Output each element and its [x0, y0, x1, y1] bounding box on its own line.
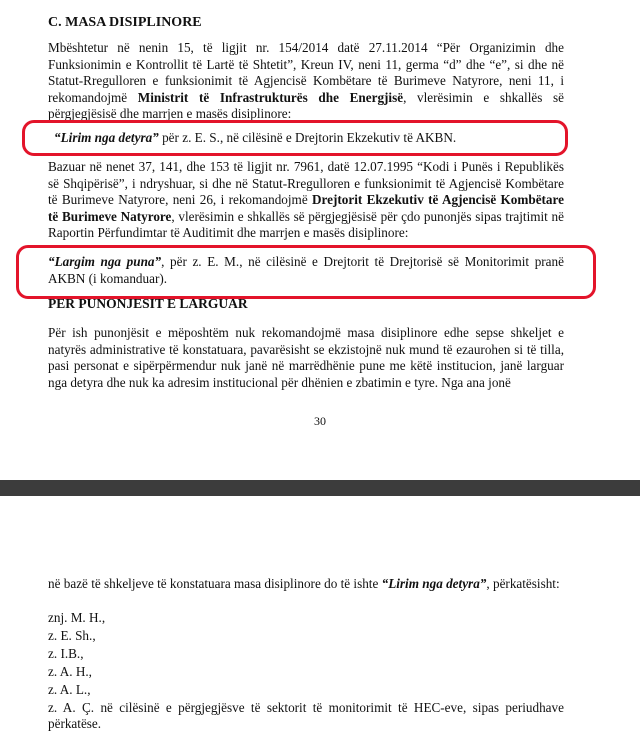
paragraph-former-employees: Për ish punonjësit e mëposhtëm nuk rekomandojmë masa disiplinore edhe sepse shkeljet e natyrës administrative të konstatuara, pavarësisht se ekzistojnë nuk mund të ezaurohen si të tilla, pasi personat e sipërpërmendur nuk janë në marrëdhënie pune me këtë institucion, janë larguar nga detyra dhe nuk ka adresim institucional për dhënien e zbatimin e tyre. Nga ana jonë	[48, 325, 564, 390]
list-item: z. I.B.,	[48, 646, 84, 661]
paragraph-lead	[48, 576, 564, 593]
para1-bold: Ministrit të Infrastrukturës dhe Energjisë	[137, 89, 404, 105]
rec2-measure: “Largim nga puna”	[48, 253, 162, 269]
recommendation-1	[48, 129, 564, 147]
para2-bold: Drejtorit Ekzekutiv të Agjencisë Kombëtare të Burimeve Natyrore	[48, 192, 564, 224]
lead-text-a: në bazë të shkeljeve të konstatuara masa disiplinore do të ishte	[48, 576, 382, 591]
document-page-31	[0, 496, 640, 748]
rec1-measure: “Lirim nga detyra”	[54, 129, 159, 145]
rec2-rest: , për z. E. M., në cilësinë e Drejtorit të Drejtorisë së Monitorimit pranë AKBN (i komanduar).	[48, 253, 564, 286]
para2-text-a: Bazuar në nenet 37, 141, dhe 153 të ligjit nr. 7961, datë 12.07.1995 “Kodi i Punës i Republikës së Shqipërisë”, i ndryshuar, si dhe në Statut-Rregulloren e funksionimit të Agjencisë Kombëtare të Burimeve Natyrore, neni 26, i rekomandojmë	[48, 158, 564, 208]
list-item: z. A. Ç. në cilësinë e përgjegjësve të sektorit të monitorimit të HEC-eve, sipas periudhave përkatëse.	[48, 699, 564, 732]
para1-text-b: , vlerësimin e shkallës së përgjegjësisë dhe marrjen e masës disiplinore:	[48, 89, 564, 122]
page-divider	[0, 480, 640, 496]
page-content	[48, 14, 564, 392]
list-item: z. A. H.,	[48, 664, 92, 680]
paragraph-legal-basis-1	[48, 40, 564, 123]
list-item: znj. M. H.,	[48, 609, 106, 625]
list-item: z. E. Sh.,	[48, 627, 96, 643]
para1-text-a: Mbështetur në nenin 15, të ligjit nr. 154/2014 datë 27.11.2014 “Për Organizimin dhe Funksionimin e Kontrollit të Lartë të Shtetit”, Kreun IV, neni 11, germa “d” dhe “e”, si dhe në Statut-Rregulloren e funksionimit të Agjencisë Kombëtare të Burimeve Natyrore, neni 11, i rekomandojmë	[48, 40, 564, 105]
lead-text-b: , përkatësisht:	[486, 576, 560, 591]
para2-text-b: , vlerësimin e shkallës së përgjegjësisë për çdo punonjës sipas trajtimit në Raportin Përfundimtar të Auditimit dhe marrjen e masës disiplinore:	[48, 208, 564, 241]
subheading-former-employees: PËR PUNONJËSIT E LARGUAR	[48, 296, 248, 312]
recommendation-2	[48, 254, 564, 287]
section-heading: C. MASA DISIPLINORE	[48, 15, 202, 30]
lead-measure: “Lirim nga detyra”	[381, 576, 487, 591]
list-item: z. A. L.,	[48, 682, 91, 698]
page-number: 30	[314, 414, 326, 428]
paragraph-legal-basis-2	[48, 159, 564, 242]
rec1-rest: për z. E. S., në cilësinë e Drejtorin Ekzekutiv të AKBN.	[158, 129, 457, 145]
page2-content	[48, 576, 564, 733]
names-list	[48, 609, 564, 733]
